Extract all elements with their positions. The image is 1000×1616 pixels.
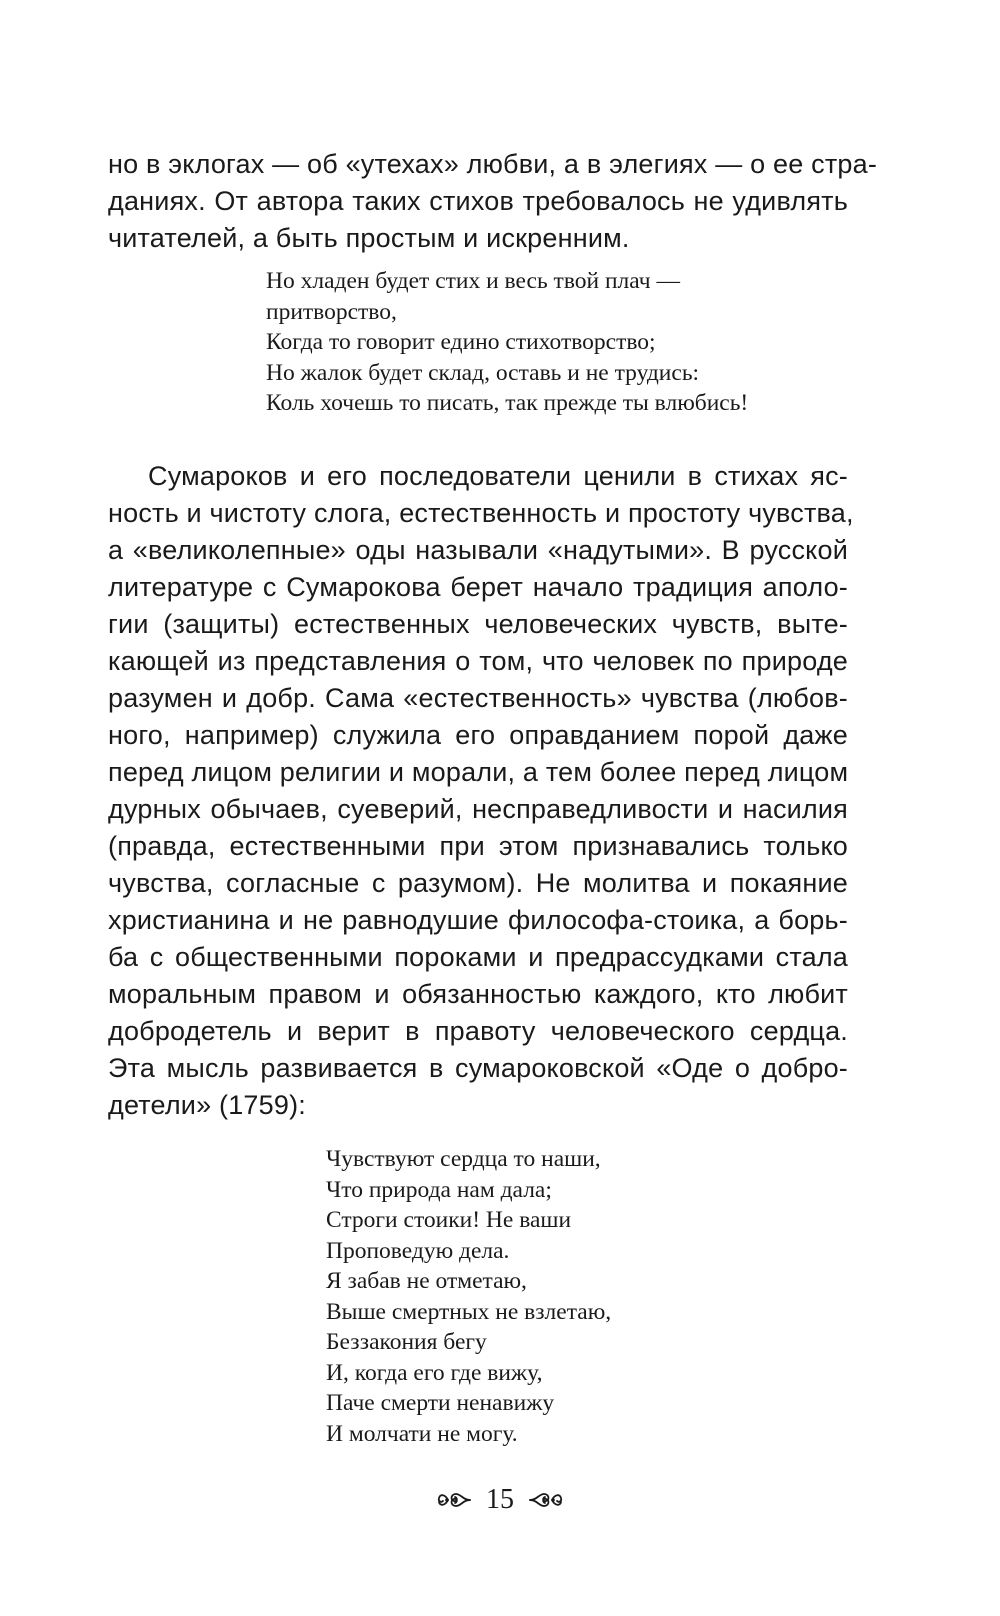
paragraph-line: добродетель и верит в правоту человеческого сердца. bbox=[108, 1016, 848, 1046]
verse-line: Беззакония бегу bbox=[326, 1329, 487, 1355]
paragraph-line: дурных обычаев, суеверий, несправедливости и насилия bbox=[108, 794, 848, 824]
paragraph-line: детели» (1759): bbox=[108, 1090, 306, 1120]
verse-line: И, когда его где вижу, bbox=[326, 1359, 543, 1386]
fleuron-right-icon bbox=[528, 1489, 564, 1511]
paragraph-line: гии (защиты) естественных человеческих чувств, выте- bbox=[108, 609, 848, 639]
paragraph-line: кающей из представления о том, что человек по природе bbox=[108, 646, 848, 676]
paragraph-1 bbox=[108, 146, 878, 257]
verse-line: Но хладен будет стих и весь твой плач — bbox=[266, 268, 680, 294]
paragraph-line: Эта мысль развивается в сумароковской «Оде о добро- bbox=[108, 1053, 848, 1083]
paragraph-line: (правда, естественными при этом признавались только bbox=[108, 831, 848, 861]
paragraph-line: перед лицом религии и морали, а тем более перед лицом bbox=[108, 757, 849, 787]
paragraph-line: моральным правом и обязанностью каждого, кто любит bbox=[108, 979, 848, 1009]
verse-line: Когда то говорит едино стихотворство; bbox=[266, 329, 656, 355]
paragraph-line: ного, например) служила его оправданием порой даже bbox=[108, 720, 848, 750]
verse-line: Строги стоики! Не ваши bbox=[326, 1207, 572, 1233]
verse-line: Коль хочешь то писать, так прежде ты влюбись! bbox=[266, 390, 749, 416]
paragraph-line: чувства, согласные с разумом). Не молитва и покаяние bbox=[108, 868, 848, 898]
verse-quote-2 bbox=[326, 1144, 611, 1449]
paragraph-line: Сумароков и его последователи ценили в стихах яс- bbox=[148, 461, 848, 491]
paragraph-line: литературе с Сумарокова берет начало традиция аполо- bbox=[108, 572, 848, 602]
verse-quote-1 bbox=[266, 266, 748, 419]
verse-line: Что природа нам дала; bbox=[326, 1176, 552, 1203]
verse-line: Проповедую дела. bbox=[326, 1237, 510, 1264]
verse-line: Я забав не отметаю, bbox=[326, 1268, 527, 1294]
page-number: 15 bbox=[486, 1484, 514, 1515]
page-footer bbox=[0, 1480, 1000, 1520]
paragraph-line: но в эклогах — об «утехах» любви, а в элегиях — о ее стра- bbox=[108, 149, 878, 179]
verse-line: Выше смертных не взлетаю, bbox=[326, 1298, 612, 1325]
paragraph-line: ность и чистоту слога, естественность и простоту чувства, bbox=[108, 498, 854, 528]
verse-line: Но жалок будет склад, оставь и не трудись: bbox=[266, 359, 700, 386]
fleuron-left-icon bbox=[436, 1489, 472, 1511]
paragraph-line: а «великолепные» оды называли «надутыми». В русской bbox=[108, 535, 848, 565]
verse-line: Чувствуют сердца то наши, bbox=[326, 1146, 601, 1172]
paragraph-line: ба с общественными пороками и предрассудками стала bbox=[108, 942, 848, 972]
paragraph-line: читателей, а быть простым и искренним. bbox=[108, 223, 630, 253]
paragraph-line: разумен и добр. Сама «естественность» чувства (любов- bbox=[108, 683, 848, 713]
paragraph-2 bbox=[108, 458, 854, 1124]
verse-line: притворство, bbox=[266, 298, 397, 325]
paragraph-line: даниях. От автора таких стихов требовалось не удивлять bbox=[108, 186, 848, 216]
verse-line: И молчати не могу. bbox=[326, 1420, 518, 1447]
paragraph-line: христианина и не равнодушие философа-стоика, а борь- bbox=[108, 905, 848, 935]
verse-line: Паче смерти ненавижу bbox=[326, 1390, 555, 1416]
